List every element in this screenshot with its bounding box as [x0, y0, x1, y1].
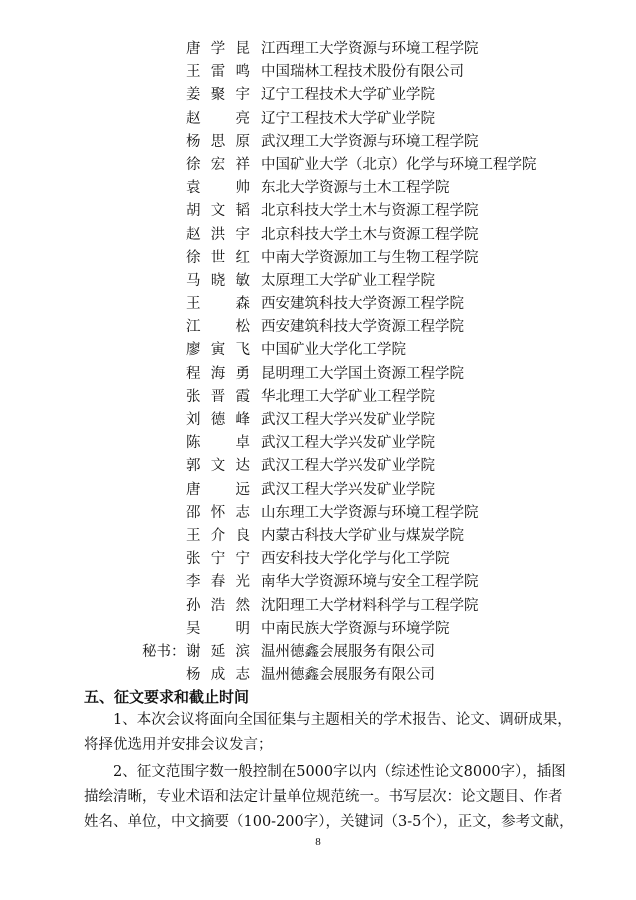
member-organization: 北京科技大学土木与资源工程学院	[261, 226, 479, 243]
member-organization: 温州德鑫会展服务有限公司	[261, 667, 435, 684]
secretary-label: 秘书：	[142, 643, 186, 660]
member-name: 徐宏祥	[186, 156, 250, 173]
member-name: 张宁宁	[186, 551, 250, 568]
member-organization: 太原理工大学矿业工程学院	[261, 272, 435, 289]
member-row	[0, 108, 636, 131]
member-name: 袁帅	[186, 180, 250, 197]
member-organization: 武汉工程大学兴发矿业学院	[261, 412, 435, 428]
member-row	[0, 595, 636, 618]
member-organization: 辽宁工程技术大学矿业学院	[261, 110, 435, 127]
member-name: 陈卓	[186, 435, 250, 452]
member-organization: 武汉工程大学兴发矿业学院	[261, 435, 435, 452]
member-organization: 中国矿业大学（北京）化学与环境工程学院	[261, 156, 537, 173]
member-organization: 江西理工大学资源与环境工程学院	[261, 41, 479, 57]
member-organization: 东北大学资源与土木工程学院	[261, 180, 450, 197]
member-row	[0, 131, 636, 154]
paragraph-1-line-1: 1、本次会议将面向全国征集与主题相关的学术报告、论文、调研成果，	[113, 712, 572, 728]
member-name: 李春光	[186, 574, 250, 591]
member-row	[0, 432, 636, 455]
paragraph-2-line-1: 2、征文范围字数一般控制在5000字以内（综述性论文8000字），插图	[113, 764, 566, 780]
member-name: 吴明	[186, 620, 250, 637]
member-row	[0, 363, 636, 386]
member-organization: 西安科技大学化学与化工学院	[261, 551, 450, 568]
member-name: 杨成志	[186, 667, 250, 684]
member-row	[0, 247, 636, 270]
member-name: 邵怀志	[186, 504, 250, 521]
member-row	[0, 479, 636, 502]
member-name: 刘德峰	[186, 412, 250, 428]
member-row	[0, 386, 636, 409]
member-name: 唐学昆	[186, 41, 250, 57]
member-organization: 沈阳理工大学材料科学与工程学院	[261, 597, 479, 614]
member-organization: 中南大学资源加工与生物工程学院	[261, 249, 479, 266]
member-organization: 南华大学资源环境与安全工程学院	[261, 574, 479, 591]
member-name: 谢延滨	[186, 643, 250, 660]
member-name: 姜聚宇	[186, 87, 250, 104]
member-row	[0, 270, 636, 293]
member-organization: 山东理工大学资源与环境工程学院	[261, 504, 479, 521]
member-row	[0, 409, 636, 432]
member-row	[0, 154, 636, 177]
member-name: 马晓敏	[186, 272, 250, 289]
member-organization: 西安建筑科技大学资源工程学院	[261, 296, 464, 313]
member-organization: 中南民族大学资源与环境学院	[261, 620, 450, 637]
member-row	[0, 200, 636, 223]
member-name: 郭文达	[186, 458, 250, 475]
member-organization: 武汉理工大学资源与环境工程学院	[261, 133, 479, 150]
member-row	[0, 61, 636, 84]
member-row	[0, 664, 636, 687]
member-row	[0, 548, 636, 571]
committee-member-list	[0, 38, 636, 687]
member-organization: 中国矿业大学化工学院	[261, 342, 406, 359]
member-name: 孙浩然	[186, 597, 250, 614]
member-organization: 昆明理工大学国土资源工程学院	[261, 365, 464, 382]
member-name: 唐远	[186, 481, 250, 498]
member-row	[0, 316, 636, 339]
member-row	[0, 571, 636, 594]
member-row	[0, 84, 636, 107]
paragraph-1-line-2: 将择优选用并安排会议发言；	[84, 737, 273, 753]
member-organization: 内蒙古科技大学矿业与煤炭学院	[261, 527, 464, 544]
member-name: 王雷鸣	[186, 64, 250, 81]
member-organization: 辽宁工程技术大学矿业学院	[261, 87, 435, 104]
member-name: 程海勇	[186, 365, 250, 382]
member-organization: 温州德鑫会展服务有限公司	[261, 643, 435, 660]
member-name: 王介良	[186, 527, 250, 544]
member-row	[0, 293, 636, 316]
member-row	[0, 618, 636, 641]
member-organization: 中国瑞林工程技术股份有限公司	[261, 64, 464, 81]
member-name: 赵亮	[186, 110, 250, 127]
member-row	[0, 525, 636, 548]
member-organization: 西安建筑科技大学资源工程学院	[261, 319, 464, 336]
member-organization: 北京科技大学土木与资源工程学院	[261, 203, 479, 220]
member-organization: 武汉工程大学兴发矿业学院	[261, 481, 435, 498]
paragraph-2-line-2: 描绘清晰，专业术语和法定计量单位规范统一。书写层次：论文题目、作者	[84, 789, 563, 805]
member-row	[0, 455, 636, 478]
member-name: 徐世红	[186, 249, 250, 266]
member-organization: 华北理工大学矿业工程学院	[261, 388, 435, 405]
member-organization: 武汉工程大学兴发矿业学院	[261, 458, 435, 475]
member-row	[0, 339, 636, 362]
member-name: 张晋霞	[186, 388, 250, 405]
member-row	[0, 177, 636, 200]
member-name: 胡文韬	[186, 203, 250, 220]
member-name: 王森	[186, 296, 250, 313]
member-name: 赵洪宇	[186, 226, 250, 243]
page-number: 8	[315, 836, 321, 848]
member-row	[0, 502, 636, 525]
member-name: 杨思原	[186, 133, 250, 150]
paragraph-2	[84, 760, 584, 835]
paragraph-2-line-3: 姓名、单位，中文摘要（100-200字），关键词（3-5个），正文，参考文献，	[84, 814, 574, 830]
member-row	[0, 224, 636, 247]
member-name: 廖寅飞	[186, 342, 250, 359]
member-row	[0, 38, 636, 61]
secretary-row	[0, 641, 636, 664]
member-name: 江松	[186, 319, 250, 336]
section-heading: 五、征文要求和截止时间	[84, 688, 250, 706]
paragraph-1	[84, 708, 584, 758]
